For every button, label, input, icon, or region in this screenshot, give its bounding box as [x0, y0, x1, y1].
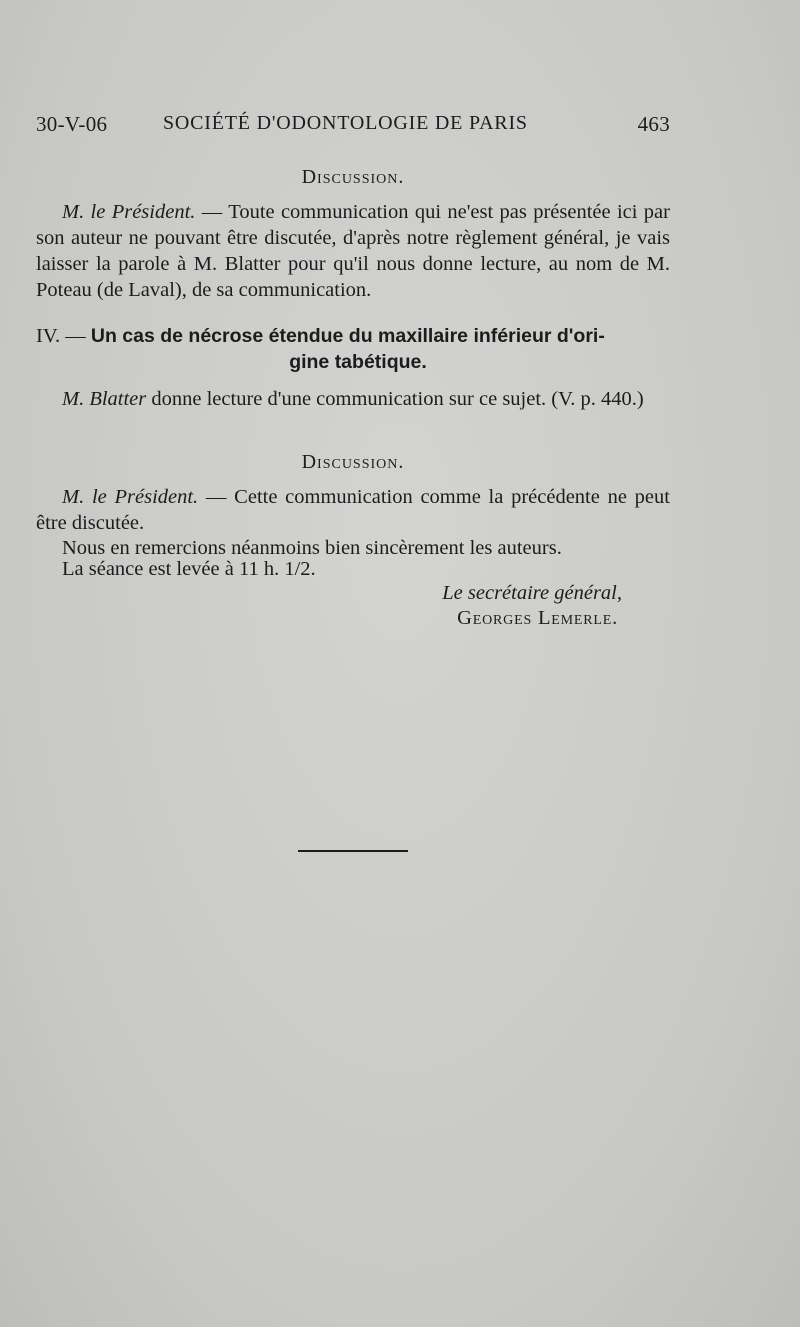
- speaker-blatter: M. Blatter: [62, 388, 147, 410]
- speaker-president-1: M. le Président.: [62, 201, 196, 223]
- page-number: 463: [637, 112, 670, 136]
- discussion-heading-1: Discussion.: [301, 166, 405, 188]
- discussion-text-1: — Toute communication qui ne'est pas présentée ici par son auteur ne pouvant être discutée, d'après notre règlement général, je vais laisser la parole à M. Blatter pour qu'il nous donne lecture, au nom de M. Poteau (de Laval), de sa communication.: [36, 201, 670, 301]
- discussion-paragraph-2: [36, 484, 670, 536]
- section-heading-iv: [36, 323, 670, 375]
- reading-paragraph: [36, 386, 670, 412]
- discussion-heading-2: Discussion.: [301, 451, 405, 473]
- signature-block: [36, 581, 670, 631]
- header-date: 30-V-06: [36, 112, 108, 136]
- section-number: IV. —: [36, 325, 91, 347]
- section-title-line1: Un cas de nécrose étendue du maxillaire inférieur d'ori-: [90, 325, 605, 347]
- discussion-paragraph-1: [36, 199, 670, 303]
- closing-paragraph: La séance est levée à 11 h. 1/2.: [62, 558, 316, 580]
- signature-role: Le secrétaire général,: [442, 582, 622, 604]
- discussion-text-2: — Cette communication comme la précédente ne peut être discutée.: [36, 486, 670, 534]
- reading-text: donne lecture d'une communication sur ce sujet. (V. p. 440.): [146, 388, 644, 410]
- signature-name: Georges Lemerle.: [457, 607, 618, 629]
- thanks-paragraph: Nous en remercions néanmoins bien sincèrement les auteurs.: [62, 537, 562, 559]
- running-header: [36, 112, 670, 142]
- end-rule: [298, 850, 408, 852]
- section-title-line2: gine tabétique.: [289, 351, 427, 373]
- speaker-president-2: M. le Président.: [62, 486, 199, 508]
- header-title: SOCIÉTÉ D'ODONTOLOGIE DE PARIS: [163, 112, 528, 134]
